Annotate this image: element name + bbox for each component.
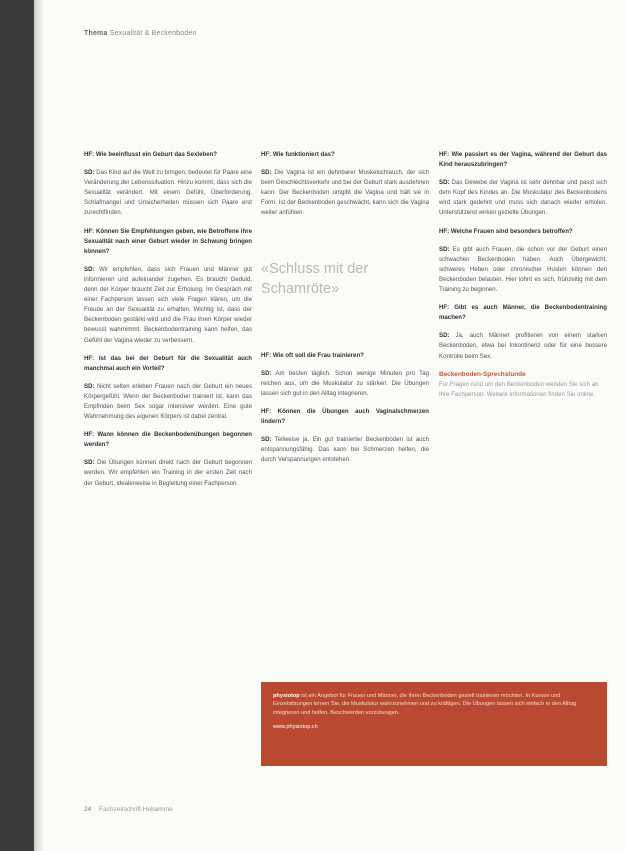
sidebar-title: Beckenboden-Sprechstunde — [439, 370, 526, 378]
paragraph-text: Wie funktioniert das? — [272, 151, 335, 158]
paragraph-text: Können die Übungen auch Vaginalschmerzen lindern? — [261, 407, 429, 426]
speaker-label: HF: — [439, 151, 450, 158]
speaker-label: HF: — [84, 151, 95, 158]
speaker-label: SD: — [261, 369, 272, 377]
pull-quote: «Schluss mit der Schamröte» — [261, 260, 369, 297]
footer-label: Fachzeitschrift Hebamme — [99, 806, 173, 813]
speaker-label: SD: — [439, 179, 450, 187]
column-3 — [439, 150, 607, 400]
magazine-page — [34, 0, 626, 851]
gutter-shadow — [34, 0, 44, 851]
speaker-label: HF: — [84, 431, 95, 439]
speaker-label: HF: — [439, 227, 450, 235]
paragraph-text: Wie passiert es der Vagina, während der Geburt das Kind herauszubringen? — [439, 151, 607, 169]
speaker-label: SD: — [439, 245, 450, 253]
speaker-label: SD: — [261, 169, 272, 177]
paragraph-text: Gibt es auch Männer, die Beckenbodentraining machen? — [439, 304, 607, 322]
banner-url[interactable]: www.physiotop.ch — [273, 724, 318, 731]
speaker-label: HF: — [439, 304, 450, 312]
speaker-label: SD: — [261, 436, 272, 444]
paragraph-text: Welche Frauen sind besonders betroffen? — [450, 227, 573, 235]
speaker-label: HF: — [261, 151, 272, 158]
speaker-label: SD: — [84, 265, 95, 273]
interview-question — [439, 150, 607, 170]
speaker-label: HF: — [261, 407, 272, 415]
paragraph-text: Nicht selten erleben Frauen nach der Geburt ein neues Körpergefühl. Wenn der Beckenboden trainiert ist, kann das Empfinden beim Sex sogar intensiver werden. Eine gute Wahrnehmung des eigenen Körpers ist dabei zentral. — [84, 382, 252, 421]
sidebar-text: Für Fragen rund um den Beckenboden wenden Sie sich an Ihre Fachperson. Weitere Informationen finden Sie online. — [439, 380, 599, 398]
speaker-label: SD: — [84, 382, 95, 390]
paragraph-text: Ist das bei der Geburt für die Sexualität auch manchmal auch ein Vorteil? — [84, 354, 252, 372]
interview-question — [84, 430, 252, 450]
column-1 — [84, 150, 252, 497]
interview-question — [84, 227, 252, 257]
interview-question — [439, 303, 607, 323]
speaker-label: HF: — [84, 227, 95, 235]
interview-question — [439, 227, 607, 237]
interview-answer — [439, 245, 607, 295]
interview-answer — [84, 458, 252, 488]
paragraph-text: Können Sie Empfehlungen geben, wie Betroffene ihre Sexualität nach einer Geburt wieder in Schwung bringen können? — [84, 227, 252, 255]
interview-question — [261, 351, 429, 361]
paragraph-text: Wann können die Beckenbodenübungen begonnen werden? — [84, 431, 252, 449]
column-2 — [261, 150, 429, 473]
interview-answer — [84, 265, 252, 346]
interview-question — [84, 150, 252, 160]
interview-question — [261, 150, 429, 160]
speaker-label: HF: — [84, 354, 95, 362]
speaker-label: SD: — [84, 459, 95, 467]
paragraph-text: Wie oft soll die Frau trainieren? — [272, 351, 364, 359]
interview-answer — [84, 168, 252, 218]
speaker-label: SD: — [439, 332, 450, 340]
banner-text: ist ein Angebot für Frauen und Männer, die ihren Beckenboden gezielt trainieren möchten. In Kursen und Einzelsitzungen lernen Sie, die Muskulatur wahrzunehmen und zu kräftigen. Die Übungen lassen sich einfach in den Alltag integrieren und helfen, Beschwerden vorzubeugen. — [273, 693, 577, 716]
speaker-label: HF: — [261, 351, 272, 359]
interview-answer — [439, 178, 607, 218]
paragraph-text: Ja, auch Männer profitieren von einem starken Beckenboden, etwa bei Inkontinenz oder für eine bessere Kontrolle beim Sex. — [439, 332, 607, 360]
interview-answer — [261, 168, 429, 218]
speaker-label: SD: — [84, 169, 95, 177]
running-header — [84, 30, 197, 37]
paragraph-text: Die Übungen können direkt nach der Geburt begonnen werden. Wir empfehlen ein Training in der ersten Zeit nach der Geburt, idealerweise in Begleitung einer Fachperson. — [84, 459, 252, 487]
banner-lead: physiotop — [273, 693, 300, 699]
paragraph-text: Das Gewebe der Vagina ist sehr dehnbar und passt sich dem Kopf des Kindes an. Die Muskulatur des Beckenbodens wird stark gedehnt und muss sich danach wieder erholen. Unterstützend wirken gezielte Übungen. — [439, 179, 607, 217]
interview-question — [261, 407, 429, 427]
header-title: Sexualität & Beckenboden — [109, 30, 197, 37]
interview-answer — [84, 382, 252, 422]
paragraph-text: Das Kind auf die Welt zu bringen, bedeutet für Paare eine Veränderung der Lebenssituation. Hinzu kommt, dass sich die Sexualität verändert. Mit einem Gefühl, Überforderung, Schlafmangel und Unsicherheiten müssen sich Paare erst zurechtfinden. — [84, 169, 252, 217]
interview-answer — [439, 331, 607, 361]
paragraph-text: Wie beeinflusst ein Geburt das Sexleben? — [95, 151, 218, 158]
interview-question — [84, 354, 252, 374]
paragraph-text: Am besten täglich. Schon wenige Minuten pro Tag reichen aus, um die Muskulatur zu stärken. Die Übungen lassen sich gut in den Alltag integrieren. — [261, 369, 429, 397]
paragraph-text: Wir empfehlen, dass sich Frauen und Männer gut informieren und aufeinander zugehen. Es braucht Geduld, denn der Körper braucht Zeit zur Erholung. Im Gespräch mit einer Fachperson lassen sich viele Fragen klären, um die Freude an der Sexualität zu erhalten. Wichtig ist, dass der Beckenboden gestärkt wird und die Frau ihren Körper wieder bewusst wahrnimmt. Beckenbodentraining kann helfen, das Gefühl der Vagina wieder zu verbessern. — [84, 265, 253, 344]
interview-answer — [261, 435, 429, 465]
paragraph-text: Teilweise ja. Ein gut trainierter Beckenboden ist auch entspannungsfähig. Das kann bei Schmerzen helfen, die durch Verspannungen entstehen. — [261, 436, 429, 464]
page-footer — [84, 806, 173, 813]
page-number: 24 — [84, 806, 92, 813]
interview-answer — [261, 369, 429, 399]
paragraph-text: Die Vagina ist ein dehnbarer Muskelschlauch, der sich beim Geschlechtsverkehr und bei der Geburt stark ausdehnen kann. Der Beckenboden umgibt die Vagina und hält sie in Form. Ist der Beckenboden geschwächt, kann sich die Vagina weiter anfühlen. — [261, 169, 430, 217]
info-banner — [261, 682, 607, 766]
header-section: Thema — [84, 30, 108, 37]
paragraph-text: Es gibt auch Frauen, die schon vor der Geburt einen schwachen Beckenboden haben. Auch Übergewicht, schweres Heben oder chronischer Husten können den Beckenboden belasten. Hier lohnt es sich, frühzeitig mit dem Training zu beginnen. — [439, 245, 608, 294]
